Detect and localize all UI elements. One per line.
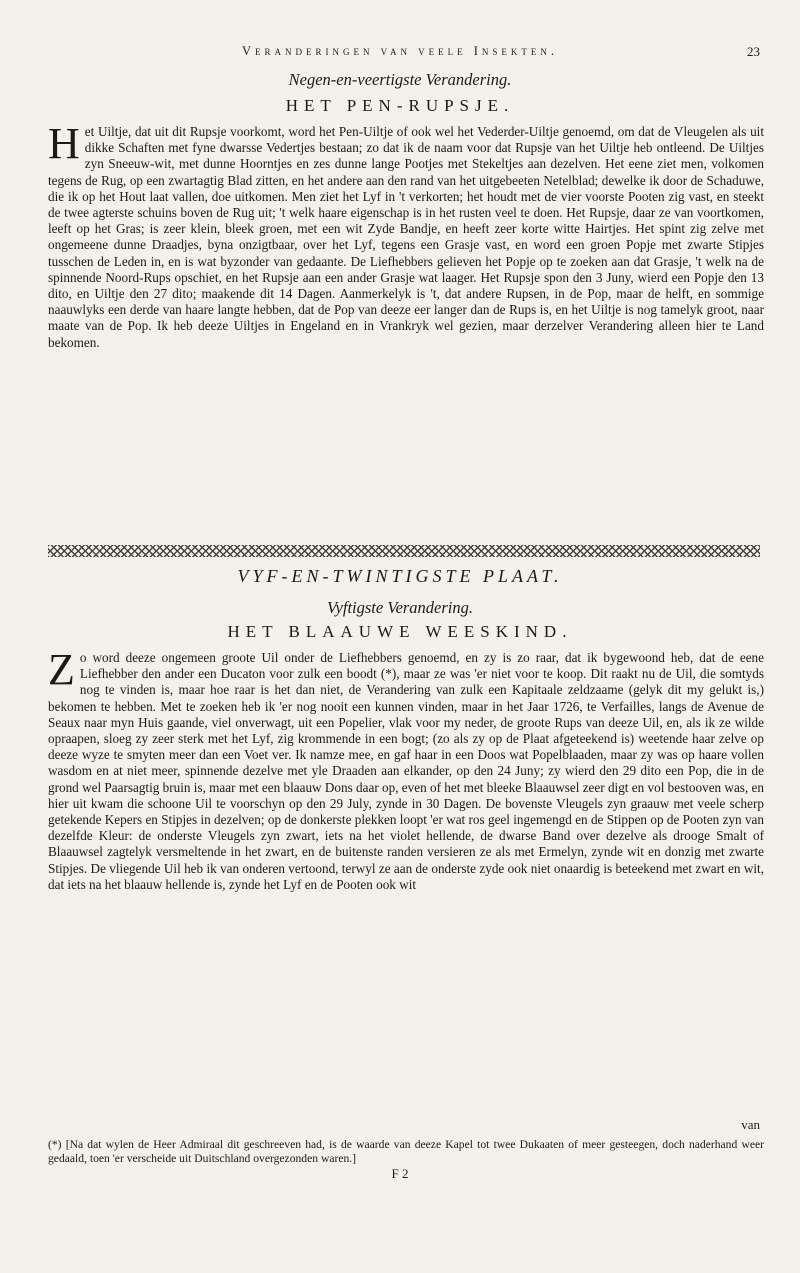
section2-dropcap: Z [48,645,75,694]
running-head: Veranderingen van veele Insekten. [241,44,558,58]
page-number: 23 [747,44,760,59]
section2-heading: HET BLAAUWE WEESKIND. [227,622,573,641]
signature-mark: F 2 [391,1166,409,1181]
footnote: (*) [Na dat wylen de Heer Admiraal dit geschreeven had, is de waarde van deeze Kapel tot twee Dukaaten of meer gesteegen, doch naderhand weer gedaald, toen 'er verscheide uit Duitschland overgezonden waren.] [48,1138,764,1165]
section1-title: Negen-en-veertigste Verandering. [288,70,512,89]
section1-paragraph [48,119,764,351]
section2-body: o word deeze ongemeen groote Uil onder de Liefhebbers genoemd, en zy is zo raar, dat ik bygewoond heb, dat de eene Liefhebber den ander een Ducaton voor zulk een boodt (*), maar ze was 'er niet voor te koop. Dit raakt nu de Uil, die somtyds nog te vinden is, maar hoe raar is het dan niet, de Verandering van zulk een Kapitaale zeldzaame (gelyk dit my gelukt is,) bekomen te hebben. Met te zoeken heb ik 'er nog nooit een kunnen vinden, maar in het Jaar 1726, te Verfailles, langs de Avenue de Seaux naar myn Huis gaande, viel onverwagt, uit een Popelier, vlak voor my neder, de groote Rups van deeze Uil, en, als ik ze wilde opraapen, sloeg zy zeer sterk met het Lyf, zig krommende in een bogt; (zo als zy op de Plaat afgeteekend is) weetende haar zelve op deeze wyze te smyten meer dan een Voet ver. Ik namze mee, en gaf haar in een Doos wat Popelblaaden, maar zy was op haare vollen wasdom en at niet meer, spinnende dezelve met yle Draaden aan elkander, op den 24 Juny; zy wierd den 29 dito een Pop, die in de grond wel Paarsagtig bruin is, maar met een blaauw Dons daar op, even of het met bleeke Blaauwsel zeer digt en vol bestooven was, en hier uit kwam die schoone Uil te voorschyn op den 29 July, zynde in 30 Dagen. De bovenste Vleugels zyn graauw met veele scherp getekende Kepers en Stipjes in dezelven; op de donkerste plekken loopt 'er wat ros geel ingemengd en de Stippen op de Pooten zyn van dezelfde Kleur: de onderste Vleugels zyn zwart, iets na het violet hellende, de dwarse Band over dezelve als drooge Smalt of Blaauwsel zagtelyk versmeltende in het zwart, en de buitenste randen versieren ze als met Ermelyn, zynde wit en donzig met zwarte Stipjes. De vliegende Uil heb ik van onderen vertoond, terwyl ze aan de onderste zyde ook niet onaardig is beteekend met zwart en wit, dat iets na het blaauw hellende is, zynde het Lyf en de Pooten ook wit [48,650,764,892]
ornament-divider [48,545,760,557]
catchword: van [741,1117,760,1132]
section2-title: Vyftigste Verandering. [326,598,474,617]
section1-dropcap: H [48,119,80,168]
section1-heading: HET PEN-RUPSJE. [285,96,515,115]
section1-body: et Uiltje, dat uit dit Rupsje voorkomt, word het Pen-Uiltje of ook wel het Vederder-Uiltje genoemd, om dat de Vleugelen als uit dikke Schaften met fyne dwarsse Vedertjes bestaan; zo dat ik de naam voor dat Rupsje van het Uiltje heb ontleend. De Uiltjes zyn Sneeuw-wit, met dunne Hoorntjes en zes dunne lange Pootjes met Stekeltjes aan dezelven. Het eene ziet men, volkomen tegens de Rug, op een zwartagtig Blad zitten, en het andere aan den rand van het uitgebeeten Netelblad; dewelke ik door de Schaduwe, die ik op het Hout laat vallen, doe uitkomen. Men ziet het Lyf in 't verkorten; het houdt met de vier voorste Pooten zig vast, en steekt de twee agterste schuins boven de Rug uit; 't welk haare eigenschap is in het rusten veel te doen. Het Rupsje, daar ze van voortkomen, leeft op het Gras; is zeer klein, bleek groen, met een wit Zyde Bandje, en heeft zeer korte witte Hairtjes. Het spint zig zelve met ongemeene dunne Draadjes, byna onzigtbaar, over het Lyf, tegens een Grasje vast, en word een groen Popje met zwarte Stipjes tusschen de Leden in, en is wat byzonder van gedaante. De Liefhebbers gelieven het Popje op te zoeken aan dat Grasje, 't welk na de spinnende Noord-Rups opschiet, en het Rupsje aan een ander Grasje wat laager. Het Rupsje spon den 3 Juny, wierd een Popje den 13 dito, en Uiltje den 27 dito; maakende dit 14 Dagen. Aanmerkelyk is 't, dat andere Rupsen, in de Pop, maar de helft, en sommige naauwlyks een derde van haare langte hebben, dat de Pop van deeze eer langer dan de Rups is, en het Uiltje is nog tamelyk groot, naar maate van de Pop. Ik heb deeze Uiltjes in Engeland en in Vrankryk wel gezien, maar derzelver Verandering alleen hier te Land bekomen. [48,124,764,350]
section2-paragraph [48,645,764,893]
plate-title: VYF-EN-TWINTIGSTE PLAAT. [237,566,563,586]
